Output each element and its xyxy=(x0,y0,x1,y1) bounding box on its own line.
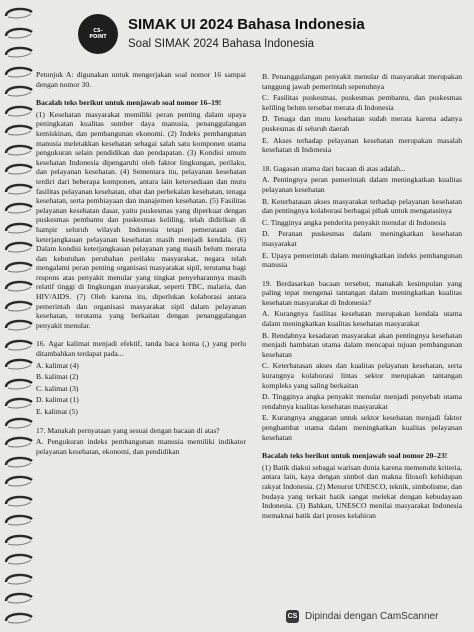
question-19: 19. Berdasarkan bacaan tersebut, manakah kesimpulan yang paling tepat mengenai tantangan dalam meningkatkan kualitas kesehatan masyarakat di Indonesia? xyxy=(262,278,462,307)
spiral-ring xyxy=(4,6,34,20)
q16-option: E. kalimat (5) xyxy=(36,407,78,416)
q18-option: E. Upaya pemerintah dalam meningkatkan indeks pembangunan manusia xyxy=(262,250,462,270)
spiral-ring xyxy=(4,318,34,332)
right-column xyxy=(262,72,462,522)
question-18: 18. Gagasan utama dari bacaan di atas adalah... xyxy=(262,163,406,173)
spiral-ring xyxy=(4,65,34,79)
q18-option: B. Keterbatasan akses masyarakat terhadap pelayanan kesehatan dan pentingnya kolaborasi berbagai pihak untuk mengatasinya xyxy=(262,196,462,216)
spiral-ring xyxy=(4,182,34,196)
page-title: SIMAK UI 2024 Bahasa Indonesia xyxy=(128,16,365,33)
q17-option: A. Pengukuran indeks pembangunan manusia memiliki indikator pelayanan kesehatan, ekonomi, dan pendidikan xyxy=(36,437,246,456)
q19-option: C. Keterbatasan akses dan kualitas pelayanan kesehatan, serta kurangnya kolaborasi lintas sektor merupakan tantangan kompleks yang saling berkaitan xyxy=(262,361,462,390)
spiral-ring xyxy=(4,45,34,59)
spiral-ring xyxy=(4,240,34,254)
cs-point-logo: CS-POINT xyxy=(78,14,118,54)
spiral-ring xyxy=(4,143,34,157)
spiral-ring xyxy=(4,299,34,313)
spiral-ring xyxy=(4,435,34,449)
q19-option: B. Rendahnya kesadaran masyarakat akan pentingnya kesehatan menjadi hambatan utama dalam mencapai tujuan pembangunan kesehatan xyxy=(262,330,462,359)
spiral-ring xyxy=(4,260,34,274)
spiral-ring xyxy=(4,104,34,118)
spiral-ring xyxy=(4,572,34,586)
q16-option: B. kalimat (2) xyxy=(36,372,79,382)
passage-health: (1) Kesehatan masyarakat memiliki peran penting dalam upaya peningkatan kualitas sumber daya manusia, penanggulangan kemiskinan, dan pembangunan ekonomi. (2) Indeks pembangunan manusia meletakkan kesehatan sebagai salah satu komponen utama pengukuran selain pendidikan dan pendapatan. (3) Kondisi umum kesehatan Indonesia dipengaruhi oleh faktor lingkungan, perilaku, dan pelayanan kesehatan. (4) Sementara itu, pelayanan kesehatan terdiri dari beberapa komponen, antara lain ketersediaan dan mutu fasilitas pelayanan kesehatan, obat dan perbekalan kesehatan, tenaga kesehatan, serta pembiayaan dan manajemen kesehatan. (5) Fasilitas pelayanan kesehatan dasar, yaitu puskesmas yang diperkuat dengan puskesmas pembantu dan puskesmas keliling, telah didirikan di hampir seluruh wilayah Indonesia tetapi pemerataan dan keterjangkauan pelayanan kesehatan masih menjadi kendala. (6) Dalam kondisi keterjangkauan pelayanan yang masih belum merata dan kebutuhan perubahan perilaku masyarakat, negara telah mengalami peran penting organisasi masyarakat sipil, terutama bagi respons atas penyakit menular yang tingkat penyebarannya masih relatif tinggi di lingkungan masyarakat, seperti TBC, malaria, dan HIV/AIDS. (7) Oleh karena itu, diperlukan kolaborasi antara pemerintah dan organisasi masyarakat sipil dalam pelayanan kesehatan, terutama yang berkaitan dengan penanggulangan penyakit menular. xyxy=(36,109,246,330)
q16-option: C. kalimat (3) xyxy=(36,383,79,393)
spiral-ring xyxy=(4,338,34,352)
watermark-text: Dipindai dengan CamScanner xyxy=(305,610,439,622)
spiral-ring xyxy=(4,221,34,235)
spiral-ring xyxy=(4,123,34,137)
q19-option: D. Tingginya angka penyakit menular menjadi penyebab utama rendahnya kualitas kesehatan masyarakat xyxy=(262,392,462,411)
spiral-ring xyxy=(4,494,34,508)
spiral-ring xyxy=(4,552,34,566)
q17-option: B. Penanggulangan penyakit menular di masyarakat merupakan tanggung jawab pemerintah sepenuhnya xyxy=(262,72,462,91)
spiral-ring xyxy=(4,416,34,430)
left-column xyxy=(36,70,246,458)
q16-option: D. kalimat (1) xyxy=(36,395,79,405)
q17-option: D. Tenaga dan mutu kesehatan sudah merata karena adanya puskesmas di seluruh daerah xyxy=(262,114,462,133)
question-17: 17. Manakah pernyataan yang sesuai dengan bacaan di atas? xyxy=(36,425,220,435)
spiral-ring xyxy=(4,201,34,215)
section-title-16-19: Bacalah teks berikut untuk menjawab soal nomor 16–19! xyxy=(36,98,222,108)
spiral-ring xyxy=(4,84,34,98)
spiral-ring xyxy=(4,279,34,293)
passage-batik: (1) Batik diakui sebagai warisan dunia karena memenuhi kriteria, antara lain, kaya dengan simbol dan makna filosofi kehidupan rakyat Indonesia. (2) Menurut UNESCO, teknik, simbolisme, dan budaya yang terkait batik sangat melekat dengan kebudayaan Indonesia. (3) Bahkan, UNESCO menilai masyarakat Indonesia memaknai batik dari proses kelahiran xyxy=(262,462,462,520)
spiral-ring xyxy=(4,611,34,625)
question-16: 16. Agar kalimat menjadi efektif, tanda baca koma (,) yang perlu ditambahkan terdapat pada... xyxy=(36,339,246,359)
camscanner-watermark xyxy=(286,608,438,624)
spiral-ring xyxy=(4,377,34,391)
spiral-ring xyxy=(4,455,34,469)
q17-option: C. Fasilitas puskesmas, puskesmas pembantu, dan puskesmas keliling belum tersebar merata di Indonesia xyxy=(262,93,462,112)
camscanner-icon: CS xyxy=(286,610,299,623)
spiral-ring xyxy=(4,357,34,371)
q19-option: A. Kurangnya fasilitas kesehatan merupakan kendala utama dalam meningkatkan kualitas kesehatan masyarakat xyxy=(262,309,462,329)
spiral-ring xyxy=(4,474,34,488)
document-header xyxy=(78,14,458,60)
spiral-ring xyxy=(4,513,34,527)
q18-option: C. Tingginya angka penderita penyakit menular di Indonesia xyxy=(262,217,446,227)
spiral-ring xyxy=(4,396,34,410)
section-title-20-23: Bacalah teks berikut untuk menjawab soal nomor 20–23! xyxy=(262,451,448,461)
spiral-ring xyxy=(4,533,34,547)
instruction-text: Petunjuk A: digunakan untuk mengerjakan soal nomor 16 sampai dengan nomor 30. xyxy=(36,70,246,89)
spiral-ring xyxy=(4,162,34,176)
spiral-ring xyxy=(4,591,34,605)
q19-option: E. Kurangnya anggaran untuk sektor kesehatan menjadi faktor penghambat utama dalam meningkatkan kualitas pelayanan kesehatan xyxy=(262,413,462,442)
page-subtitle: Soal SIMAK 2024 Bahasa Indonesia xyxy=(128,38,315,50)
q16-option: A. kalimat (4) xyxy=(36,360,79,370)
q18-option: D. Peranan puskesmas dalam meningkatkan kesehatan masyarakat xyxy=(262,229,462,248)
q17-option: E. Akses terhadap pelayanan kesehatan merupakan masalah kesehatan di Indonesia xyxy=(262,135,462,155)
spiral-ring xyxy=(4,26,34,40)
spiral-binding xyxy=(0,0,34,632)
q18-option: A. Pentingnya peran pemerintah dalam meningkatkan kualitas pelayanan kesehatan xyxy=(262,175,462,194)
